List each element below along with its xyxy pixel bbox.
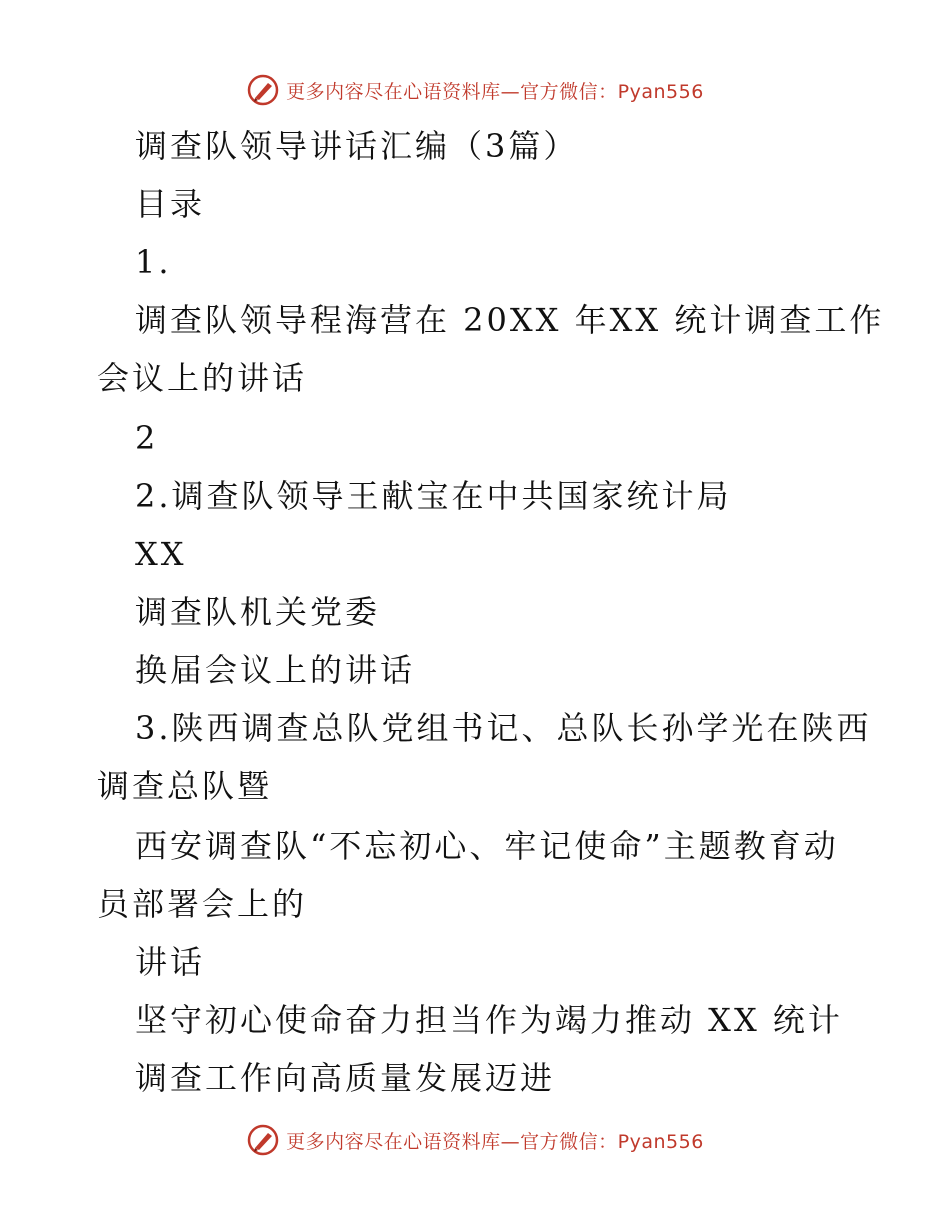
toc-item-text: 坚守初心使命奋力担当作为竭力推动 XX 统计	[135, 1001, 843, 1039]
toc-item-text: 调查队机关党委	[135, 593, 381, 631]
toc-item-text: 调查工作向高质量发展迈进	[135, 1059, 556, 1097]
toc-item-text: 3.陕西调查总队党组书记、总队长孙学光在陕西	[135, 709, 872, 747]
toc-item-text: 会议上的讲话	[97, 359, 308, 397]
toc-item-text: 2.调查队领导王献宝在中共国家统计局	[135, 477, 732, 515]
toc-item-text: 员部署会上的	[97, 885, 308, 923]
pen-logo-icon	[246, 1123, 280, 1157]
toc-item-text: 讲话	[135, 943, 206, 981]
watermark-text: 更多内容尽在心语资料库—官方微信：Pyan556	[286, 80, 704, 103]
footer-watermark	[0, 1120, 950, 1160]
pen-logo-icon	[246, 73, 280, 107]
toc-item-text: XX	[135, 535, 187, 573]
toc-item-text: 调查总队暨	[97, 767, 273, 805]
watermark-text: 更多内容尽在心语资料库—官方微信：Pyan556	[286, 1130, 704, 1153]
header-watermark	[0, 70, 950, 110]
toc-item-text: 换届会议上的讲话	[135, 651, 416, 689]
toc-item-text: 西安调查队“不忘初心、牢记使命”主题教育动	[135, 827, 839, 865]
toc-item-number: 1.	[135, 243, 172, 281]
page-number: 2	[135, 419, 159, 457]
toc-heading: 目录	[135, 185, 206, 223]
document-title: 调查队领导讲话汇编（3篇）	[135, 127, 579, 165]
toc-item-text: 调查队领导程海营在 20XX 年XX 统计调查工作	[135, 301, 885, 339]
